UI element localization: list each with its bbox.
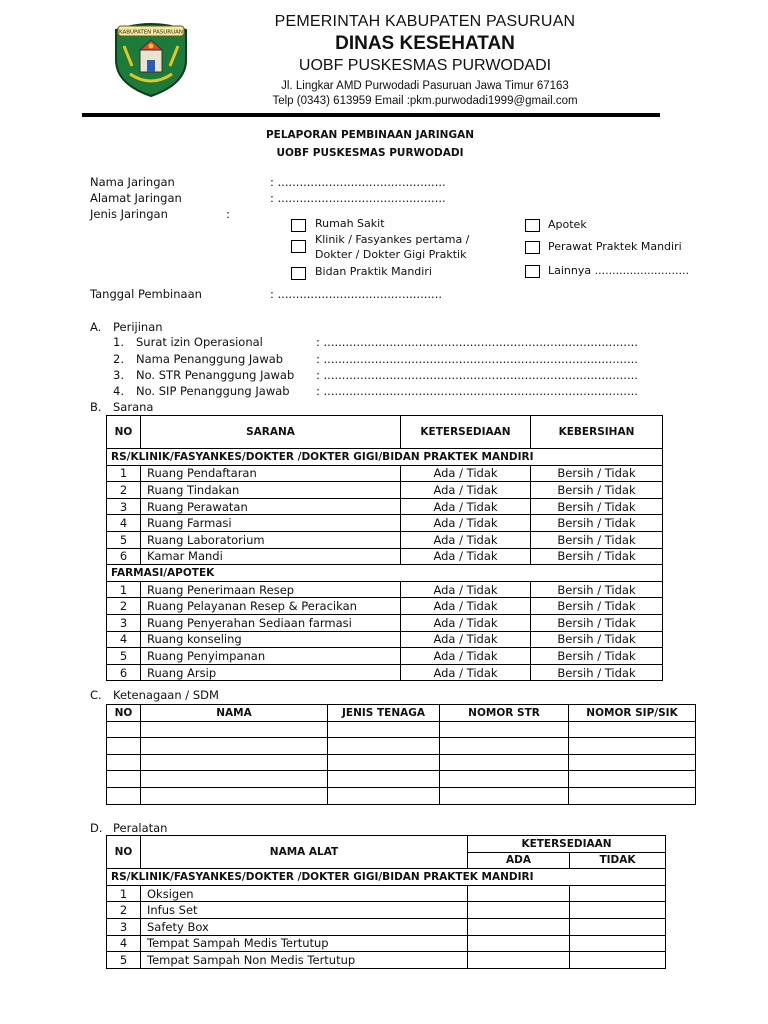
cell[interactable] xyxy=(328,721,440,738)
cell-sarana: Ruang Arsip xyxy=(141,664,401,681)
alamat-jaringan-field[interactable]: : .............................................. xyxy=(270,191,446,205)
cell-no: 4 xyxy=(107,935,141,952)
col-no: NO xyxy=(107,416,141,449)
cell-kebersihan[interactable]: Bersih / Tidak xyxy=(531,531,663,548)
header-divider xyxy=(82,113,660,117)
section-d-letter: D. xyxy=(90,821,103,835)
bidan-checkbox[interactable] xyxy=(291,267,306,280)
perijinan-no: 2. xyxy=(113,352,124,366)
section-c-letter: C. xyxy=(90,688,102,702)
tanggal-pembinaan-label: Tanggal Pembinaan xyxy=(90,287,202,301)
col-no: NO xyxy=(107,836,141,869)
cell[interactable] xyxy=(141,738,328,755)
table-row xyxy=(107,648,663,665)
cell-sarana: Ruang Farmasi xyxy=(141,515,401,532)
col-ketersediaan: KETERSEDIAAN xyxy=(401,416,531,449)
cell[interactable] xyxy=(569,787,696,804)
table-row[interactable] xyxy=(107,771,696,788)
table-row[interactable] xyxy=(107,787,696,804)
perijinan-label: Surat izin Operasional xyxy=(136,335,263,349)
cell-no: 3 xyxy=(107,498,141,515)
cell-ketersediaan[interactable]: Ada / Tidak xyxy=(401,614,531,631)
cell-ketersediaan[interactable]: Ada / Tidak xyxy=(401,648,531,665)
col-nomor-sip: NOMOR SIP/SIK xyxy=(569,705,696,722)
cell-kebersihan[interactable]: Bersih / Tidak xyxy=(531,515,663,532)
group-row xyxy=(107,565,663,582)
perawat-checkbox[interactable] xyxy=(525,241,540,254)
cell-nama-alat: Oksigen xyxy=(141,885,468,902)
cell[interactable] xyxy=(569,771,696,788)
col-kebersihan: KEBERSIHAN xyxy=(531,416,663,449)
cell-sarana: Ruang konseling xyxy=(141,631,401,648)
tanggal-pembinaan-field[interactable]: : ............................................. xyxy=(270,287,443,301)
cell-no: 1 xyxy=(107,581,141,598)
sdm-table xyxy=(106,704,696,805)
apotek-option: Apotek xyxy=(548,218,587,231)
col-ada: ADA xyxy=(468,852,570,869)
sarana-table xyxy=(106,415,663,681)
cell[interactable] xyxy=(328,738,440,755)
apotek-checkbox[interactable] xyxy=(525,219,540,232)
cell-ada[interactable] xyxy=(468,885,570,902)
cell[interactable] xyxy=(328,754,440,771)
cell-no: 4 xyxy=(107,515,141,532)
cell[interactable] xyxy=(107,738,141,755)
klinik-option-line2: Dokter / Dokter Gigi Praktik xyxy=(315,248,467,261)
table-row xyxy=(107,935,666,952)
col-ketersediaan: KETERSEDIAAN xyxy=(468,836,666,853)
perijinan-field[interactable]: : ...................................................................................... xyxy=(316,384,638,398)
col-jenis-tenaga: JENIS TENAGA xyxy=(328,705,440,722)
group-rs-klinik: RS/KLINIK/FASYANKES/DOKTER /DOKTER GIGI/BIDAN PRAKTEK MANDIRI xyxy=(107,449,663,466)
col-tidak: TIDAK xyxy=(570,852,666,869)
cell[interactable] xyxy=(328,771,440,788)
table-row xyxy=(107,482,663,499)
cell-kebersihan[interactable]: Bersih / Tidak xyxy=(531,581,663,598)
cell[interactable] xyxy=(141,721,328,738)
cell[interactable] xyxy=(107,787,141,804)
table-row xyxy=(107,952,666,969)
perawat-option: Perawat Praktek Mandiri xyxy=(548,240,682,253)
cell-tidak[interactable] xyxy=(570,902,666,919)
cell-kebersihan[interactable]: Bersih / Tidak xyxy=(531,614,663,631)
col-sarana: SARANA xyxy=(141,416,401,449)
cell-tidak[interactable] xyxy=(570,885,666,902)
cell-sarana: Kamar Mandi xyxy=(141,548,401,565)
cell-tidak[interactable] xyxy=(570,918,666,935)
col-nama: NAMA xyxy=(141,705,328,722)
section-a-heading: Perijinan xyxy=(113,320,163,334)
cell-nama-alat: Safety Box xyxy=(141,918,468,935)
cell-sarana: Ruang Laboratorium xyxy=(141,531,401,548)
cell-kebersihan[interactable]: Bersih / Tidak xyxy=(531,631,663,648)
cell[interactable] xyxy=(107,754,141,771)
group-rs-klinik: RS/KLINIK/FASYANKES/DOKTER /DOKTER GIGI/BIDAN PRAKTEK MANDIRI xyxy=(107,869,666,886)
cell-nama-alat: Tempat Sampah Medis Tertutup xyxy=(141,935,468,952)
cell[interactable] xyxy=(141,771,328,788)
cell[interactable] xyxy=(141,754,328,771)
section-b-heading: Sarana xyxy=(113,400,154,414)
title-line-1: PELAPORAN PEMBINAAN JARINGAN xyxy=(265,129,475,141)
table-row[interactable] xyxy=(107,721,696,738)
cell-no: 2 xyxy=(107,482,141,499)
perijinan-no: 3. xyxy=(113,368,124,382)
cell-no: 1 xyxy=(107,885,141,902)
cell-ketersediaan[interactable]: Ada / Tidak xyxy=(401,664,531,681)
perijinan-field[interactable]: : ...................................................................................... xyxy=(316,368,638,382)
table-row xyxy=(107,548,663,565)
perijinan-field[interactable]: : ...................................................................................... xyxy=(316,335,638,349)
table-row xyxy=(107,885,666,902)
cell-no: 5 xyxy=(107,952,141,969)
cell-no: 1 xyxy=(107,465,141,482)
table-row xyxy=(107,465,663,482)
cell-ketersediaan[interactable]: Ada / Tidak xyxy=(401,482,531,499)
jenis-jaringan-colon: : xyxy=(226,207,230,221)
title-line-2: UOBF PUSKESMAS PURWODADI xyxy=(276,147,464,159)
cell-no: 6 xyxy=(107,548,141,565)
klinik-option-line1: Klinik / Fasyankes pertama / xyxy=(315,233,470,246)
cell[interactable] xyxy=(328,787,440,804)
government-name: PEMERINTAH KABUPATEN PASURUAN xyxy=(274,13,576,30)
cell-no: 4 xyxy=(107,631,141,648)
section-d-heading: Peralatan xyxy=(113,821,168,835)
cell[interactable] xyxy=(141,787,328,804)
col-no: NO xyxy=(107,705,141,722)
col-nama-alat: NAMA ALAT xyxy=(141,836,468,869)
rumah-sakit-checkbox[interactable] xyxy=(291,219,306,232)
cell-ada[interactable] xyxy=(468,935,570,952)
lainnya-checkbox[interactable] xyxy=(525,265,540,278)
table-row xyxy=(107,515,663,532)
agency-name: DINAS KESEHATAN xyxy=(335,33,515,54)
cell-ketersediaan[interactable]: Ada / Tidak xyxy=(401,531,531,548)
col-nomor-str: NOMOR STR xyxy=(440,705,569,722)
cell-no: 2 xyxy=(107,598,141,615)
contact-line: Telp (0343) 613959 Email :pkm.purwodadi1999@gmail.com xyxy=(272,95,578,107)
peralatan-table xyxy=(106,835,666,969)
cell-sarana: Ruang Penerimaan Resep xyxy=(141,581,401,598)
section-c-heading: Ketenagaan / SDM xyxy=(113,688,219,702)
cell-sarana: Ruang Tindakan xyxy=(141,482,401,499)
cell-tidak[interactable] xyxy=(570,952,666,969)
table-header-row xyxy=(107,416,663,449)
perijinan-label: No. SIP Penanggung Jawab xyxy=(136,384,290,398)
cell-nama-alat: Infus Set xyxy=(141,902,468,919)
cell-sarana: Ruang Pelayanan Resep & Peracikan xyxy=(141,598,401,615)
perijinan-label: No. STR Penanggung Jawab xyxy=(136,368,295,382)
cell-no: 6 xyxy=(107,664,141,681)
cell[interactable] xyxy=(440,738,569,755)
cell-ketersediaan[interactable]: Ada / Tidak xyxy=(401,548,531,565)
cell-kebersihan[interactable]: Bersih / Tidak xyxy=(531,548,663,565)
cell-ketersediaan[interactable]: Ada / Tidak xyxy=(401,581,531,598)
table-row xyxy=(107,598,663,615)
cell-kebersihan[interactable]: Bersih / Tidak xyxy=(531,465,663,482)
cell-no: 5 xyxy=(107,648,141,665)
table-header-row xyxy=(107,836,666,853)
klinik-checkbox[interactable] xyxy=(291,240,306,253)
cell[interactable] xyxy=(569,754,696,771)
perijinan-no: 1. xyxy=(113,335,124,349)
cell-ada[interactable] xyxy=(468,918,570,935)
table-row xyxy=(107,614,663,631)
cell-ketersediaan[interactable]: Ada / Tidak xyxy=(401,498,531,515)
document-title xyxy=(150,126,590,162)
bidan-option: Bidan Praktik Mandiri xyxy=(315,265,432,278)
cell-kebersihan[interactable]: Bersih / Tidak xyxy=(531,498,663,515)
cell-ketersediaan[interactable]: Ada / Tidak xyxy=(401,515,531,532)
lainnya-option[interactable]: Lainnya ........................... xyxy=(548,264,690,277)
nama-jaringan-label: Nama Jaringan xyxy=(90,175,175,189)
table-row[interactable] xyxy=(107,754,696,771)
perijinan-label: Nama Penanggung Jawab xyxy=(136,352,284,366)
group-farmasi-apotek: FARMASI/APOTEK xyxy=(107,565,663,582)
cell[interactable] xyxy=(440,721,569,738)
section-a-letter: A. xyxy=(90,320,102,334)
group-row xyxy=(107,449,663,466)
cell[interactable] xyxy=(440,787,569,804)
cell-kebersihan[interactable]: Bersih / Tidak xyxy=(531,648,663,665)
cell[interactable] xyxy=(440,771,569,788)
table-row xyxy=(107,918,666,935)
svg-text:KABUPATEN PASURUAN: KABUPATEN PASURUAN xyxy=(118,29,184,36)
cell-sarana: Ruang Pendaftaran xyxy=(141,465,401,482)
cell-ketersediaan[interactable]: Ada / Tidak xyxy=(401,465,531,482)
cell[interactable] xyxy=(107,771,141,788)
cell-no: 3 xyxy=(107,918,141,935)
section-b-letter: B. xyxy=(90,400,102,414)
cell-sarana: Ruang Penyerahan Sediaan farmasi xyxy=(141,614,401,631)
cell-ketersediaan[interactable]: Ada / Tidak xyxy=(401,598,531,615)
perijinan-field[interactable]: : ...................................................................................... xyxy=(316,352,638,366)
cell-ketersediaan[interactable]: Ada / Tidak xyxy=(401,631,531,648)
unit-name: UOBF PUSKESMAS PURWODADI xyxy=(298,57,552,74)
perijinan-no: 4. xyxy=(113,384,124,398)
cell[interactable] xyxy=(569,721,696,738)
table-row xyxy=(107,531,663,548)
cell-kebersihan[interactable]: Bersih / Tidak xyxy=(531,482,663,499)
cell-no: 5 xyxy=(107,531,141,548)
group-row xyxy=(107,869,666,886)
table-row xyxy=(107,902,666,919)
table-row xyxy=(107,498,663,515)
nama-jaringan-field[interactable]: : .............................................. xyxy=(270,175,446,189)
cell-sarana: Ruang Perawatan xyxy=(141,498,401,515)
cell-ada[interactable] xyxy=(468,952,570,969)
jenis-jaringan-label: Jenis Jaringan xyxy=(90,207,168,221)
rumah-sakit-option: Rumah Sakit xyxy=(315,217,385,230)
cell[interactable] xyxy=(440,754,569,771)
table-row xyxy=(107,631,663,648)
cell-ada[interactable] xyxy=(468,902,570,919)
address-line: Jl. Lingkar AMD Purwodadi Pasuruan Jawa Timur 67163 xyxy=(281,80,569,92)
cell-no: 3 xyxy=(107,614,141,631)
cell[interactable] xyxy=(107,721,141,738)
cell-sarana: Ruang Penyimpanan xyxy=(141,648,401,665)
table-header-row xyxy=(107,705,696,722)
cell-tidak[interactable] xyxy=(570,935,666,952)
table-row[interactable] xyxy=(107,738,696,755)
cell-kebersihan[interactable]: Bersih / Tidak xyxy=(531,598,663,615)
alamat-jaringan-label: Alamat Jaringan xyxy=(90,191,182,205)
letterhead xyxy=(215,12,635,108)
cell-kebersihan[interactable]: Bersih / Tidak xyxy=(531,664,663,681)
cell-nama-alat: Tempat Sampah Non Medis Tertutup xyxy=(141,952,468,969)
cell-no: 2 xyxy=(107,902,141,919)
table-row xyxy=(107,664,663,681)
cell[interactable] xyxy=(569,738,696,755)
table-row xyxy=(107,581,663,598)
kabupaten-pasuruan-logo xyxy=(110,16,192,98)
